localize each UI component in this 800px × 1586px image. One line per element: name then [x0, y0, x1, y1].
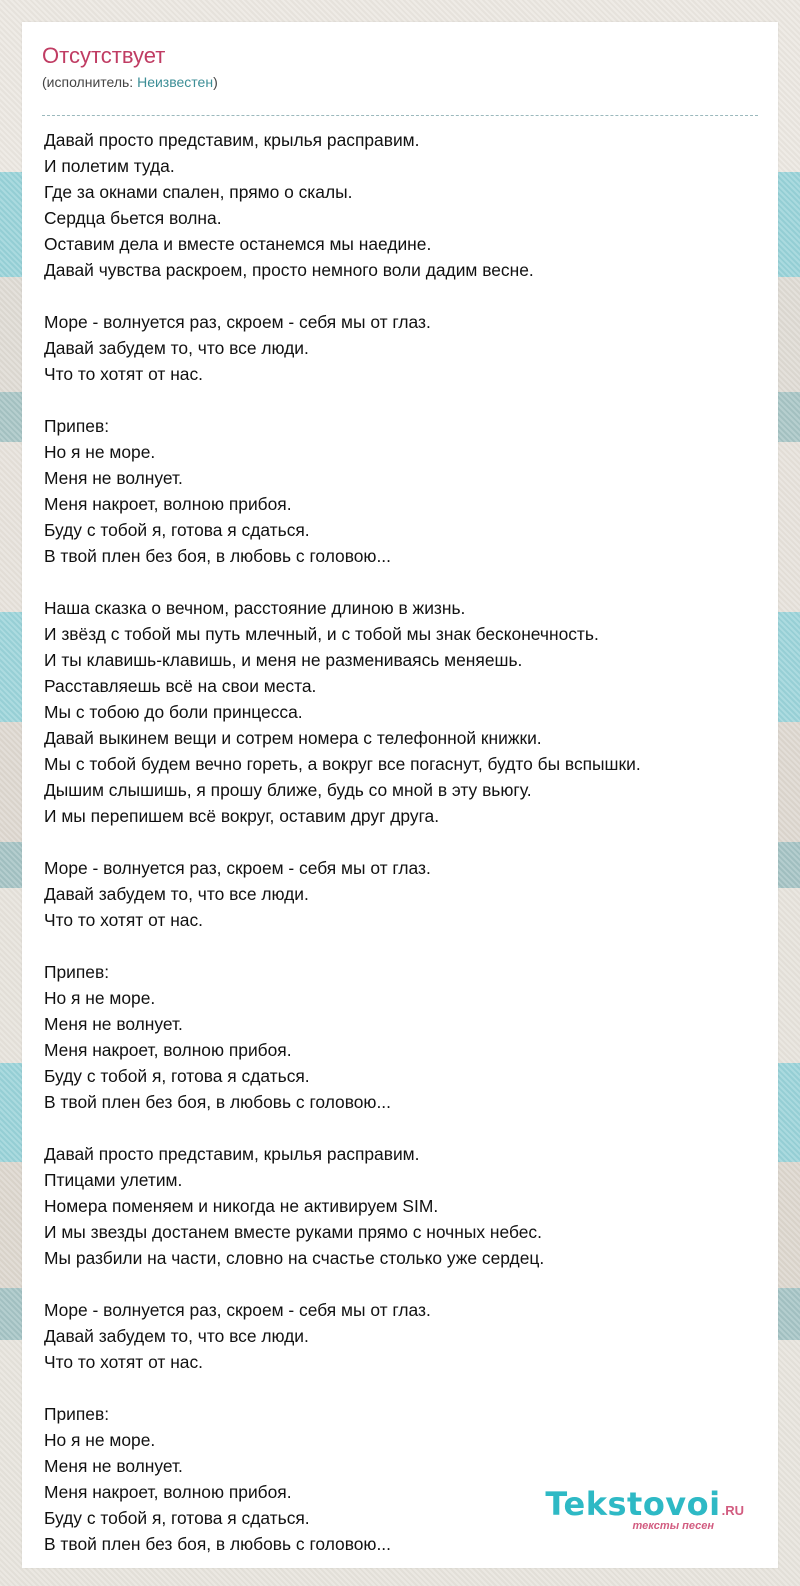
- lyrics-line: Что то хотят от нас.: [44, 1352, 203, 1372]
- lyrics-line: Меня не волнует.: [44, 1456, 183, 1476]
- lyrics-stanza: [44, 1141, 764, 1271]
- lyrics-line: Давай просто представим, крылья расправим.: [44, 130, 420, 150]
- lyrics-line: Номера поменяем и никогда не активируем SIM.: [44, 1196, 439, 1216]
- artist-line: [42, 73, 218, 91]
- lyrics-line: Море - волнуется раз, скроем - себя мы от глаз.: [44, 1300, 431, 1320]
- artist-suffix: ): [213, 74, 218, 90]
- lyrics-stanza: [44, 309, 764, 387]
- lyrics-line: И мы звезды достанем вместе руками прямо с ночных небес.: [44, 1222, 542, 1242]
- song-title: Отсутствует: [42, 43, 166, 68]
- lyrics-line: Давай просто представим, крылья расправим.: [44, 1144, 420, 1164]
- lyrics-line: Меня накроет, волною прибоя.: [44, 1482, 292, 1502]
- lyrics-line: В твой плен без боя, в любовь с головою...: [44, 546, 391, 566]
- lyrics-line: Давай забудем то, что все люди.: [44, 1326, 309, 1346]
- site-logo[interactable]: [545, 1485, 744, 1532]
- lyrics-line: Буду с тобой я, готова я сдаться.: [44, 520, 310, 540]
- logo-tagline: тексты песен: [632, 1520, 714, 1532]
- lyrics-line: И мы перепишем всё вокруг, оставим друг друга.: [44, 806, 440, 826]
- lyrics-line: Меня накроет, волною прибоя.: [44, 1040, 292, 1060]
- lyrics-line: Расставляешь всё на свои места.: [44, 676, 317, 696]
- lyrics-line: Наша сказка о вечном, расстояние длиною в жизнь.: [44, 598, 466, 618]
- lyrics-line: Что то хотят от нас.: [44, 910, 203, 930]
- lyrics-line: Меня накроет, волною прибоя.: [44, 494, 292, 514]
- lyrics-line: Мы с тобою до боли принцесса.: [44, 702, 303, 722]
- lyrics-line: Но я не море.: [44, 442, 156, 462]
- lyrics-line: В твой плен без боя, в любовь с головою...: [44, 1534, 391, 1554]
- lyrics-line: Припев:: [44, 962, 110, 982]
- lyrics-line: Сердца бьется волна.: [44, 208, 222, 228]
- lyrics-line: Давай чувства раскроем, просто немного воли дадим весне.: [44, 260, 534, 280]
- lyrics-stanza: [44, 855, 764, 933]
- artist-link[interactable]: Неизвестен: [137, 74, 214, 90]
- lyrics-line: Меня не волнует.: [44, 1014, 183, 1034]
- lyrics-line: Мы разбили на части, словно на счастье столько уже сердец.: [44, 1248, 545, 1268]
- lyrics-stanza: [44, 595, 764, 829]
- lyrics-line: И ты клавишь-клавишь, и меня не размениваясь меняешь.: [44, 650, 523, 670]
- lyrics-line: Давай выкинем вещи и сотрем номера с телефонной книжки.: [44, 728, 542, 748]
- lyrics-line: Море - волнуется раз, скроем - себя мы от глаз.: [44, 858, 431, 878]
- logo-domain: .RU: [721, 1503, 744, 1518]
- lyrics-text: [44, 127, 764, 1557]
- lyrics-line: Буду с тобой я, готова я сдаться.: [44, 1508, 310, 1528]
- lyrics-line: Но я не море.: [44, 988, 156, 1008]
- lyrics-line: Море - волнуется раз, скроем - себя мы от глаз.: [44, 312, 431, 332]
- lyrics-line: Давай забудем то, что все люди.: [44, 884, 309, 904]
- lyrics-stanza: [44, 1297, 764, 1375]
- lyrics-line: И полетим туда.: [44, 156, 175, 176]
- lyrics-line: Давай забудем то, что все люди.: [44, 338, 309, 358]
- lyrics-stanza: [44, 959, 764, 1115]
- lyrics-line: Оставим дела и вместе останемся мы наедине.: [44, 234, 432, 254]
- lyrics-line: В твой плен без боя, в любовь с головою...: [44, 1092, 391, 1112]
- lyrics-stanza: [44, 413, 764, 569]
- lyrics-line: Где за окнами спален, прямо о скалы.: [44, 182, 353, 202]
- lyrics-line: Буду с тобой я, готова я сдаться.: [44, 1066, 310, 1086]
- lyrics-stanza: [44, 127, 764, 283]
- song-header: [42, 42, 758, 116]
- lyrics-line: Дышим слышишь, я прошу ближе, будь со мной в эту вьюгу.: [44, 780, 532, 800]
- lyrics-line: Что то хотят от нас.: [44, 364, 203, 384]
- lyrics-line: Припев:: [44, 1404, 110, 1424]
- lyrics-line: И звёзд с тобой мы путь млечный, и с тобой мы знак бесконечность.: [44, 624, 599, 644]
- lyrics-stanza: [44, 1401, 764, 1557]
- lyrics-line: Мы с тобой будем вечно гореть, а вокруг все погаснут, будто бы вспышки.: [44, 754, 641, 774]
- lyrics-line: Меня не волнует.: [44, 468, 183, 488]
- artist-prefix: (исполнитель:: [42, 74, 138, 90]
- lyrics-line: Припев:: [44, 416, 110, 436]
- logo-brand: Tekstovoi: [545, 1485, 721, 1523]
- lyrics-line: Птицами улетим.: [44, 1170, 183, 1190]
- lyrics-line: Но я не море.: [44, 1430, 156, 1450]
- lyrics-page: [22, 22, 778, 1568]
